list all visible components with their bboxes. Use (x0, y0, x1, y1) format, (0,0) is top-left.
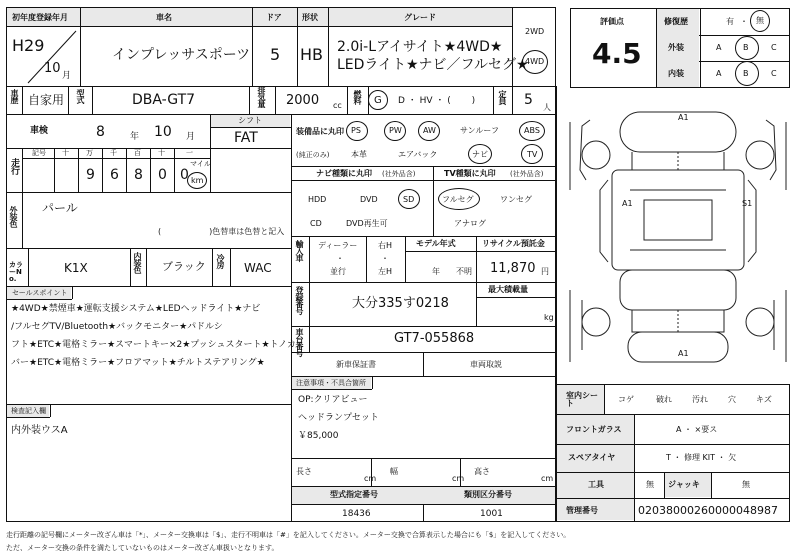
interior-grade-c: C (771, 69, 777, 78)
grade-line1: 2.0i-Lアイサイト★4WD★ (337, 39, 503, 55)
tv-type-title: TV種類に丸印 (444, 169, 496, 178)
shape-value: HB (300, 45, 324, 64)
model-code-label: 型式 (76, 89, 85, 103)
side-view-left (570, 120, 610, 190)
import-rhd: 右H (378, 241, 393, 250)
digit-label-4: 百 (134, 149, 141, 157)
nav-type-title: ナビ種類に丸印 (316, 169, 372, 178)
recycle-yen: 円 (541, 267, 549, 276)
repair-no: 無 (756, 16, 764, 25)
nav-hdd: HDD (308, 195, 327, 204)
equip-leather: 本革 (351, 150, 367, 159)
footer-line-2: ただ、メーター交換の条件を満たしていないものはメーター改ざん車扱いとなります。 (6, 544, 279, 552)
first-reg-label: 初年度登録年月 (12, 13, 68, 22)
model-year-unit: 年 (432, 267, 440, 276)
digit-label-3: 千 (110, 149, 117, 157)
import-parallel: 並行 (330, 267, 346, 276)
dim-width-unit: cm (452, 474, 465, 483)
first-reg-month-unit: 月 (62, 71, 72, 81)
warranty-new-car: 新車保証書 (336, 360, 376, 369)
score-label: 評価点 (600, 17, 624, 26)
tools-label: 工具 (588, 480, 604, 489)
max-load-label: 最大積載量 (488, 285, 528, 294)
digit-label-5: 十 (158, 149, 165, 157)
class-number-value: 1001 (480, 509, 503, 519)
tv-oneseg: ワンセグ (500, 195, 532, 204)
tv-fullseg: フルセグ (442, 195, 474, 204)
doors-label: ドア (266, 13, 282, 22)
mileage-digit-6: 0 (180, 167, 189, 183)
import-lhd: 左H (378, 267, 393, 276)
inspection-month-unit: 月 (186, 132, 196, 142)
first-reg-year: H29 (12, 36, 45, 55)
nav-type-sub: (社外品含) (382, 170, 416, 178)
jack-value: 無 (742, 480, 750, 489)
ext-color-label: 外装色 (9, 206, 18, 227)
windshield-value: A ・ ×要ス (676, 425, 718, 434)
drive-2wd: 2WD (525, 27, 545, 36)
exterior-score-label: 外装 (668, 43, 684, 52)
displacement-label: 排気量 (257, 86, 266, 107)
nav-dvd: DVD (360, 195, 378, 204)
sales-line-1: ★4WD★禁煙車★運転支援システム★LEDヘッドライト★ナビ (11, 304, 261, 314)
inspection-year: 8 (96, 124, 105, 140)
equipment-title: 装備品に丸印 (296, 127, 344, 136)
car-damage-diagram (560, 100, 796, 380)
displacement-value: 2000 (286, 93, 320, 108)
import-label: 輸入車 (295, 240, 304, 261)
notes-line-2: ヘッドランプセット (298, 413, 379, 423)
equip-nav: ナビ (472, 150, 488, 159)
equip-abs: ABS (524, 126, 540, 135)
color-code-value: K1X (64, 261, 88, 275)
jack-label: ジャッキ (668, 480, 700, 489)
mileage-digit-4: 8 (134, 167, 143, 183)
spare-tire-value: T ・ 修理 KIT ・ 欠 (666, 453, 737, 462)
equip-aw: AW (423, 126, 436, 135)
exterior-grade-c: C (771, 43, 777, 52)
mileage-unit-mile: マイル (190, 160, 211, 168)
ext-color-value: パール (42, 201, 78, 215)
fuel-g: G (374, 95, 382, 106)
shape-label: 形状 (302, 13, 318, 22)
model-year-label: モデル年式 (416, 239, 456, 248)
type-number-label: 型式指定番号 (330, 490, 378, 499)
first-reg-month: 10 (44, 61, 61, 76)
equip-tv: TV (527, 150, 538, 159)
inspector-value: 内外装ウスA (11, 425, 68, 436)
lower-right-view (746, 290, 786, 362)
notes-line-3: ￥85,000 (298, 431, 339, 441)
nav-dvd-play: DVD再生可 (346, 219, 388, 228)
diagram-mark-1: A1 (678, 113, 689, 122)
spare-tire-label: スペアタイヤ (568, 453, 616, 462)
side-view-right (746, 120, 786, 190)
mileage-unit-km: km (191, 176, 204, 185)
displacement-unit: cc (333, 101, 342, 110)
max-load-unit: kg (544, 313, 554, 322)
import-dealer: ディーラー (318, 241, 358, 250)
exterior-grade-a: A (716, 43, 722, 52)
score-value: 4.5 (592, 37, 642, 70)
equip-sunroof: サンルーフ (460, 126, 499, 135)
diagram-mark-3: A1 (678, 349, 689, 358)
interior-color-value: ブラック (162, 260, 206, 273)
sales-line-3: フト★ETC★電格ミラー★スマートキー×2★プッシュスタート★トノカ (11, 340, 296, 350)
management-label: 管理番号 (566, 506, 598, 515)
repair-dot: ・ (740, 17, 748, 26)
ac-value: WAC (244, 261, 272, 275)
seat-hole: 穴 (728, 395, 736, 404)
warranty-manual: 車両取説 (470, 360, 502, 369)
type-number-value: 18436 (342, 509, 371, 519)
drive-4wd: 4WD (525, 57, 545, 66)
capacity-unit: 人 (543, 103, 551, 112)
dim-length-unit: cm (364, 474, 377, 483)
usage-label: 車歴 (10, 89, 19, 103)
import-dot1: ・ (336, 254, 344, 263)
class-number-label: 類別区分番号 (464, 490, 512, 499)
tools-value: 無 (646, 480, 654, 489)
mileage-symbol-label: 記号 (32, 149, 46, 157)
model-year-unknown: 不明 (456, 267, 472, 276)
inspection-label: 車検 (30, 126, 49, 136)
shift-value: FAT (234, 130, 258, 146)
capacity-label: 定員 (498, 90, 507, 104)
dim-height-label: 高さ (474, 467, 490, 476)
mileage-digit-5: 0 (158, 167, 167, 183)
digit-label-1: 十 (62, 149, 69, 157)
ac-label: 冷房 (216, 254, 225, 268)
equip-ps: PS (351, 126, 361, 135)
equip-pw: PW (389, 126, 402, 135)
diagram-mark-4: S1 (742, 199, 753, 208)
model-name: インプレッサスポーツ (112, 47, 251, 63)
interior-grade-a: A (716, 69, 722, 78)
notes-label: 注意事項・不具合箇所 (296, 379, 366, 387)
notes-line-1: OP:クリアビュー (298, 395, 368, 405)
fuel-label: 燃料 (353, 90, 362, 104)
seat-burn: コゲ (618, 395, 634, 404)
doors-value: 5 (270, 45, 281, 64)
management-value: 02038000260000048987 (638, 504, 778, 517)
inspection-month: 10 (154, 124, 172, 140)
mileage-digit-3: 6 (110, 167, 119, 183)
dim-height-unit: cm (541, 474, 554, 483)
sales-line-4: バー★ETC★電格ミラー★フロアマット★チルトステアリング★ (11, 358, 265, 368)
equipment-subtitle: (純正のみ) (296, 151, 330, 159)
registration-value: 大分335す0218 (352, 296, 449, 311)
ext-color-note: ( )色替車は色替と記入 (158, 227, 285, 236)
sales-line-2: /フルセグTV/Bluetooth★バックモニター★パドルシ (11, 322, 223, 332)
seat-scratch: キズ (756, 395, 772, 404)
footer-line-1: 走行距離の記号欄にメーター改ざん車は「*」、メーター交換車は「$」、走行不明車は「#」を記入してください。メーター交換で合算表示した場合にも「$」を記入してください。 (6, 531, 571, 539)
interior-score-label: 内装 (668, 69, 684, 78)
diagram-mark-2: A1 (622, 199, 633, 208)
chassis-label: 車台番号 (295, 328, 304, 356)
mileage-digit-2: 9 (86, 167, 95, 183)
equip-airbag: エアバック (398, 150, 438, 159)
model-name-label: 車名 (156, 13, 172, 22)
nav-cd: CD (310, 219, 322, 228)
seat-label: 室内シート (566, 391, 598, 408)
exterior-grade-b: B (743, 43, 749, 52)
grade-label: グレード (404, 13, 436, 22)
repair-yes: 有 (726, 17, 734, 26)
mileage-label: 走行 (9, 158, 19, 174)
chassis-value: GT7-055868 (394, 331, 475, 346)
seat-tear: 破れ (656, 395, 672, 404)
inspector-label: 検査記入欄 (11, 407, 46, 415)
seat-stain: 汚れ (692, 395, 708, 404)
lower-left-view (570, 290, 610, 362)
recycle-label: リサイクル預託金 (482, 239, 545, 248)
usage-value: 自家用 (28, 93, 65, 107)
nav-sd: SD (403, 195, 415, 204)
import-dot2: ・ (381, 254, 389, 263)
capacity-value: 5 (524, 92, 533, 108)
dim-length-label: 長さ (296, 467, 312, 476)
registration-label: 登録番号 (295, 286, 304, 314)
interior-grade-b: B (743, 69, 749, 78)
model-code-value: DBA-GT7 (132, 92, 196, 108)
windshield-label: フロントガラス (566, 425, 622, 434)
inspection-year-unit: 年 (130, 132, 140, 142)
dim-width-label: 幅 (390, 467, 398, 476)
tv-analog: アナログ (454, 219, 486, 228)
fuel-others: D ・ HV ・ ( ) (398, 96, 476, 106)
grade-line2: LEDライト★ナビ／フルセグ★ (337, 57, 529, 73)
shift-label: シフト (238, 116, 262, 125)
color-code-label: カラーNo. (9, 261, 23, 283)
recycle-value: 11,870 (490, 261, 536, 276)
repair-label: 修復歴 (664, 17, 688, 26)
digit-label-6: 一 (186, 149, 193, 157)
digit-label-2: 万 (86, 149, 93, 157)
sales-points-label: セールスポイント (12, 289, 68, 297)
tv-type-sub: (社外品含) (510, 170, 544, 178)
interior-color-label: 内装色 (133, 252, 142, 273)
